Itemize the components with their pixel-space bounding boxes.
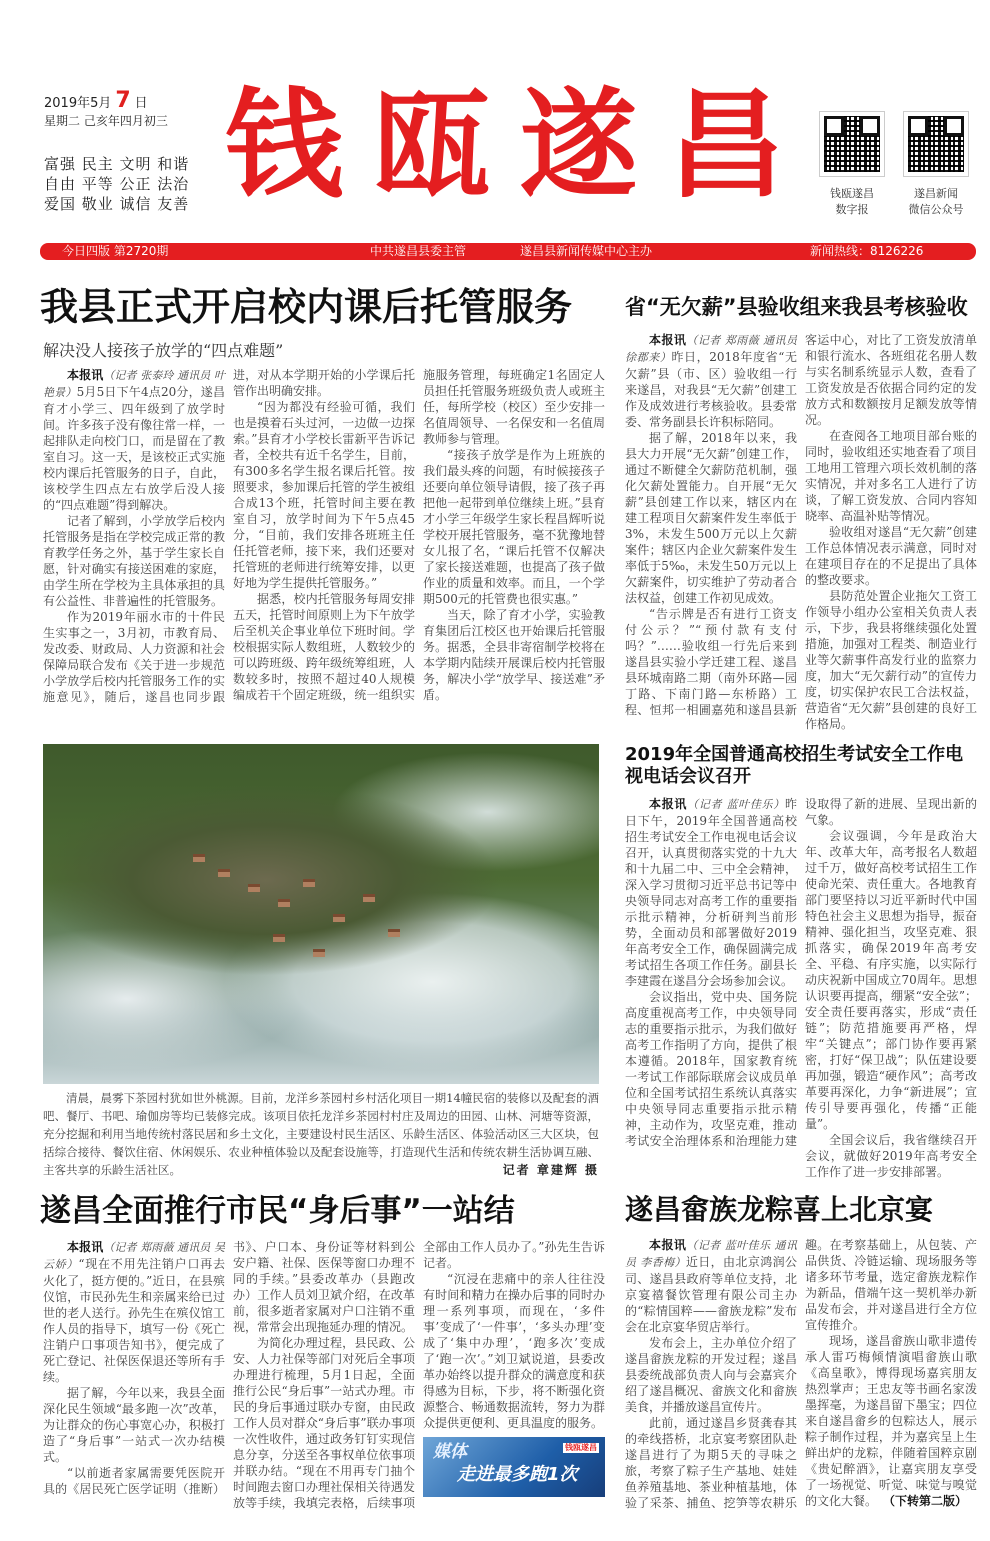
qr-label <box>896 186 976 218</box>
article-lead <box>43 367 225 513</box>
paragraph: 当天，除了育才小学，实验教育集团后江校区也开始课后托管服务。据悉，全县非寄宿制学校将在本学期内陆续开展课后校内托管服务，解决小学“放学早、接送难”矛盾。 <box>423 607 605 702</box>
masthead-char: 遂 <box>519 75 638 214</box>
values-line: 自由 平等 公正 法治 <box>44 175 190 193</box>
headline-wage-arrears-check: 省“无欠薪”县验收组来我县考核验收 <box>625 295 968 319</box>
paragraph: 验收组对遂昌“无欠薪”创建工作总体情况表示满意，同时对在建项目存在的不足提出了具体的整改要求。 <box>805 525 977 588</box>
banner-text: 媒体 <box>433 1442 467 1462</box>
paragraph: 发布会上，主办单位介绍了遂昌畲族龙粽的开发过程；遂昌县委统战部负责人向与会嘉宾介绍了遂昌概况、畲族文化和畲族美食，并播放遂昌宣传片。 <box>625 1336 797 1415</box>
article-body <box>43 367 605 705</box>
lead-tag: 本报讯 <box>67 367 104 382</box>
photo-block <box>40 744 605 1179</box>
qr-code-digital-paper[interactable] <box>820 112 884 176</box>
masthead-char: 钱 <box>225 75 344 214</box>
issue-number: 今日四版 第2720期 <box>62 244 169 258</box>
qr-label-line: 微信公众号 <box>908 203 964 216</box>
publisher: 遂昌县新闻传媒中心主办 <box>520 244 653 258</box>
paragraph: 现场，遂昌畲族山歌非遗传承人雷巧梅倾情演唱畲族山歌《高皇歌》，博得现场嘉宾朋友热烈掌声；王忠友等书画名家泼墨挥毫，为遂昌留下墨宝；四位来自遂昌畲乡的包粽达人，展示粽子制作过程，并为嘉宾呈上生鲜出炉的龙粽，伴随着国粹京剧《贵妃醉酒》，让嘉宾朋友享受了一场视觉、听觉、味觉与嗅觉的文化大餐。 <box>805 1334 977 1509</box>
qr-code-wechat[interactable] <box>904 112 968 176</box>
row-bottom <box>40 1192 977 1511</box>
paragraph: 据悉，校内托管服务每周安排五天，托管时间原则上为下午放学后至机关企事业单位下班时间。学校根据实际人数组班，人数较少的可以跨班级、跨年级统筹组班，人数较多时，按照不超过40人规模编成若干个固定班级，统一组织实施服务管理，每班确定1名固定人员担任托管服务班级负责人或班主任，每所学校（校区）至少安排一名值周领导、一名保安和一名值周教师参与管理。 <box>233 367 605 702</box>
qr-label-line: 遂昌新闻 <box>914 187 958 200</box>
headline-after-school-care: 我县正式开启校内课后托管服务 <box>40 285 573 329</box>
paragraph: 据了解，今年以来，我县全面深化民生领域“最多跑一次”改革，为让群众的伤心事宽心办，积极打造了“身后事”一站式一次办结模式。 <box>43 1386 225 1464</box>
article-after-death-affairs <box>40 1192 605 1511</box>
masthead-logo <box>225 70 785 220</box>
sponsor: 中共遂昌县委主管 <box>370 244 467 258</box>
lead-tag: 本报讯 <box>67 1240 104 1254</box>
byline: （记者 郑雨薇 通讯员 徐郡来） <box>625 334 797 365</box>
paragraph: 据了解，2018年以来，我县大力开展“无欠薪”创建工作，通过不断健全欠薪防范机制，强化欠薪处置能力。自开展“无欠薪”县创建工作以来，辖区内在建工程项目欠薪案件发生率低于3%，未发生500万元以上欠薪案件；辖区内企业欠薪案件发生率低于5‰，未发生50万元以上欠薪案件，切实维护了劳动者合法权益，创建工作初见成效。 <box>625 431 797 606</box>
paragraph: “接孩子放学是作为上班族的我们最头疼的问题，有时候接孩子还要向单位领导请假，接了孩子再把他一起带到单位继续上班。”县育才小学三年级学生家长程昌辉听说学校开展托管服务，毫不犹豫地替女儿报了名，“课后托管不仅解决了家长接送难题，也提高了孩子做作业的质量和效率。而且，一个学期500元的托管费也很实惠。” <box>423 447 605 606</box>
village-mist-photo <box>43 744 599 1084</box>
paragraph: 昨日，2018年度省“无欠薪”县（市、区）验收组一行来遂昌，对我县“无欠薪”创建工作及成效进行考核验收。县委常委、常务副县长许积标陪同。 <box>625 350 797 430</box>
byline: （记者 蓝叶佳乐） <box>687 798 785 812</box>
row-middle <box>40 744 977 1180</box>
core-values <box>44 154 214 214</box>
values-line: 富强 民主 文明 和谐 <box>44 155 190 173</box>
lead-tag: 本报讯 <box>649 1238 687 1253</box>
qr-label-line: 钱瓯遂昌 <box>830 187 874 200</box>
row-top <box>40 280 977 732</box>
paragraph: 记者了解到，小学放学后校内托管服务是指在学校完成正常的教育教学任务之外，基于学生家长自愿，针对确实有接送困难的家庭，由学生所在学校为主具体承担的具有公益性、非普遍性的托管服务。 <box>43 513 225 608</box>
banner-logo: 钱瓯遂昌 <box>565 1443 597 1452</box>
article-she-zongzi <box>625 1192 977 1511</box>
paragraph: 近日，由北京鸿润公司、遂昌县政府等单位支持，北京宴禧餐饮管理有限公司主办的“粽情国粹——畲族龙粽”发布会在北京宴华贸店举行。 <box>625 1255 797 1335</box>
paragraph: “沉浸在悲痛中的亲人往往没有时间和精力在操办后事的同时办理一系列事项，而现在，‘多件事’变成了‘一件事’，‘多头办理’变成了‘集中办理’，‘跑多次’变成了‘跑一次’。”刘卫斌说道，县委改革办始终以提升群众的满意度和获得感为目标，下步，将不断强化资源整合、畅通数据流转，努力为群众提供更便利、更具温度的服务。 <box>423 1272 605 1430</box>
paragraph: “告示牌是否有进行工资支付公示？”“预付款有支付吗？”……验收组一行先后来到遂昌县实验小学迁建工程、遂昌县环城南路二期（南外环路—园丁路、下南门路—东桥路）工程、恒邦一相圃嘉苑和遂昌县新客运中心，对比了工资发放清单和银行流水、各班组花名册人数与实名制系统显示人数，查看了工资发放是否依据合同约定的发放方式和数额按月足额发放等情况。 <box>625 333 977 718</box>
paragraph: 全国会议后，我省继续召开会议，就做好2019年高考安全工作作了进一步安排部署。 <box>805 1133 977 1180</box>
article-lead <box>43 1239 225 1385</box>
headline-she-zongzi: 遂昌畲族龙粽喜上北京宴 <box>625 1193 934 1227</box>
masthead-char: 瓯 <box>372 75 491 214</box>
qr-label-line: 数字报 <box>835 203 869 216</box>
paragraph: 会议指出，党中央、国务院高度重视高考工作，中央领导同志的重要指示批示，为我们做好高考工作指明了方向，提供了根本遵循。2018年，国家教育统一考试工作部际联席会议成员单位和全国考试招生系统认真落实中央领导同志重要指示批示精神，主动作为，攻坚克难，推动考试安全治理体系和治理能力建设取得了新的进展、呈现出新的气象。 <box>625 797 977 1149</box>
byline: （记者 郑雨薇 通讯员 吴云娇） <box>43 1241 225 1271</box>
date-suffix: 日 <box>134 96 148 111</box>
paragraph: “现在不用先注销户口再去火化了，挺方便的。”近日，在县殡仪馆，市民孙先生和亲属来给已过世的老人送行。孙先生在殡仪馆工作人员的指导下，填写一份《死亡注销户口事项告知书》，便完成了死亡登记、社保医保退还等所有手续。 <box>43 1257 225 1384</box>
article-body <box>625 796 977 1180</box>
byline: （记者 张泰玲 通讯员 叶艳景） <box>43 368 225 399</box>
issue-date <box>44 88 148 113</box>
qr-label <box>812 186 892 218</box>
news-hotline: 新闻热线：8126226 <box>810 244 924 258</box>
photo-caption: 清晨，晨雾下茶园村犹如世外桃源。目前，龙洋乡茶园村乡村活化项目一期14幢民宿的装修以及配套的酒吧、餐厅、书吧、瑜伽房等均已装修完成。该项目依托龙洋乡茶园村村庄及周边的田园、山林、河塘等资源，充分挖掘和利用当地传统村落民居和乡土文化，主要建设村民生活区、乐龄生活区、体验活动区三大区块，包括综合接待、餐饮住宿、休闲娱乐、农业种植体验以及配套设施等，打造现代生活和传统农耕生活协调互融、主客共享的乐龄生活社区。 <box>43 1091 599 1178</box>
headline-gaokao-conference: 2019年全国普通高校招生考试安全工作电视电话会议召开 <box>625 744 964 788</box>
date-month: 2019年5月 <box>44 96 112 111</box>
headline-after-death-affairs: 遂昌全面推行市民“身后事”一站结 <box>40 1193 515 1230</box>
photo-credit: 记者 章建辉 摄 <box>502 1163 599 1178</box>
paragraph: 5月5日下午4点20分，遂昌育才小学三、四年级到了放学时间。许多孩子没有像往常一样，一起排队走向校门口，而是留在了教室自习。这一天，是该校正式实施校内课后托管服务的日子，自此，该校学生四点左右放学后没人接的“四点难题”得到解决。 <box>43 384 225 512</box>
paragraph: 昨日下午，2019年全国普通高校招生考试安全工作电视电话会议召开，认真贯彻落实党的十九大和十九届二中、三中全会精神，深入学习贯彻习近平总书记等中央领导同志对高考工作的重要指示批示精神，分析研判当前形势，全面动员和部署做好2019年高考安全工作，确保圆满完成考试招生各项工作任务。副县长李建霞在遂昌分会场参加会议。 <box>625 797 797 989</box>
continued-link[interactable]: （下转第二版） <box>889 1494 968 1509</box>
values-line: 爱国 敬业 诚信 友善 <box>44 195 190 213</box>
info-bar <box>40 243 976 260</box>
photo-caption-block <box>43 1089 599 1179</box>
masthead-char: 昌 <box>666 75 785 214</box>
paragraph: 为简化办理过程，县民政、公安、人力社保等部门对死后全事项办理进行梳理，5月1日起，全面推行公民“身后事”一站式办理。市民的身后事通过联办专窗，由民政工作人员对群众“身后事”联办事项一次性收件，通过政务钉钉实现信息分享，分送至各事权单位依事项并联办结。“现在不用再专门抽个时间跑去窗口办理社保相关待遇发放等手续，我填完表格，后续事项全部由工作人员办了。”孙先生告诉记者。 <box>233 1240 605 1510</box>
article-lead <box>625 1237 797 1335</box>
byline: （记者 蓝叶佳乐 通讯员 李香梅） <box>625 1239 797 1270</box>
article-gaokao <box>625 744 977 1180</box>
article-body <box>43 1239 605 1511</box>
paragraph: 会议强调，今年是政治大年、改革大年，高考报名人数超过千万，做好高校考试招生工作使命光荣、责任重大。各地教育部门要坚持以习近平新时代中国特色社会主义思想为指导，振奋精神、强化担当，攻坚克难、狠抓落实，确保2019年高考安全、平稳、有序实施，以实际行动庆祝新中国成立70周年。思想认识要再提高，绷紧“安全弦”；安全责任要再落实，形成“责任链”；防范措施要再严格，焊牢“关键点”；部门协作要再紧密，打好“保卫战”；队伍建设要再加强，锻造“硬作风”；高考改革要再深化，力争“新进展”；宣传引导要再强化，传播“正能量”。 <box>805 829 977 1132</box>
article-lead <box>625 332 797 430</box>
subheadline: 解决没人接孩子放学的“四点难题” <box>43 340 284 360</box>
article-body <box>625 332 977 732</box>
lead-tag: 本报讯 <box>649 797 688 812</box>
article-lead <box>625 796 797 989</box>
article-body <box>625 1237 977 1511</box>
banner-text: 走进最多跑1次 <box>457 1464 578 1485</box>
lead-tag: 本报讯 <box>649 333 687 348</box>
page-content <box>40 280 977 1511</box>
paragraph: 此前，通过遂昌乡贤龚春其的牵线搭桥，北京宴考察团队赴遂昌进行了为期5天的寻味之旅，考察了粽子生产基地、娃娃鱼养殖基地、茶业种植基地，体验了采茶、捕鱼、挖笋等农耕乐趣。在考察基础上，从包装、产品供货、冷链运输、现场服务等诸多环节考量，选定畲族龙粽作为新品，借端午这一契机举办新品发布会，并对遂昌进行全方位宣传推介。 <box>625 1238 977 1511</box>
article-after-school-care <box>40 280 605 705</box>
most-one-trip-banner[interactable] <box>423 1437 605 1497</box>
date-day: 7 <box>115 88 131 113</box>
paragraph: “以前逝者家属需要凭医院开具的《居民死亡医学证明（推断）书》、户口本、身份证等材料到公安户籍、社保、医保等窗口办理不同的手续。”县委改革办（县跑改办）工作人员刘卫斌介绍，在改革前，很多逝者家属对户口注销不重视，常常会出现拖延办理的情况。 <box>43 1240 415 1496</box>
paragraph: “因为都没有经验可循，我们也是摸着石头过河，一边做一边探索。”县育才小学校长雷新平告诉记者，全校共有近千名学生，目前，有300多名学生报名课后托管。按照要求，参加课后托管的学生被组合成13个班，托管时间主要在教室自习，放学时间为下午5点45分，“目前，我们安排各班班主任任托管老师，接下来，我们还要对托管班的老师进行统筹安排，以更好地为学生提供托管服务。” <box>233 399 415 590</box>
paragraph: 县防范处置企业拖欠工资工作领导小组办公室相关负责人表示，下步，我县将继续强化处置措施，加强对工程类、制造业行业等欠薪事件高发行业的监察力度，加大“无欠薪行动”的宣传力度，切实保护农民工合法权益，营造省“无欠薪”县创建的良好工作格局。 <box>805 589 977 732</box>
paragraph: 在查阅各工地项目部台账的同时，验收组还实地查看了项目工地用工管理六项长效机制的落实情况，并对多名工人进行了访谈，了解工资发放、合同内容知晓率、高温补贴等情况。 <box>805 429 977 524</box>
lunar-date: 星期二 己亥年四月初三 <box>44 114 168 128</box>
paragraph: 作为2019年丽水市的十件民生实事之一，3月初，市教育局、发改委、财政局、人力资源和社会保障局联合发布《关于进一步规范小学放学后校内托管服务工作的实施意见》，随后，遂昌也同步跟进，对从本学期开始的小学课后托管作出明确安排。 <box>43 367 415 704</box>
article-wage-arrears <box>625 280 977 732</box>
